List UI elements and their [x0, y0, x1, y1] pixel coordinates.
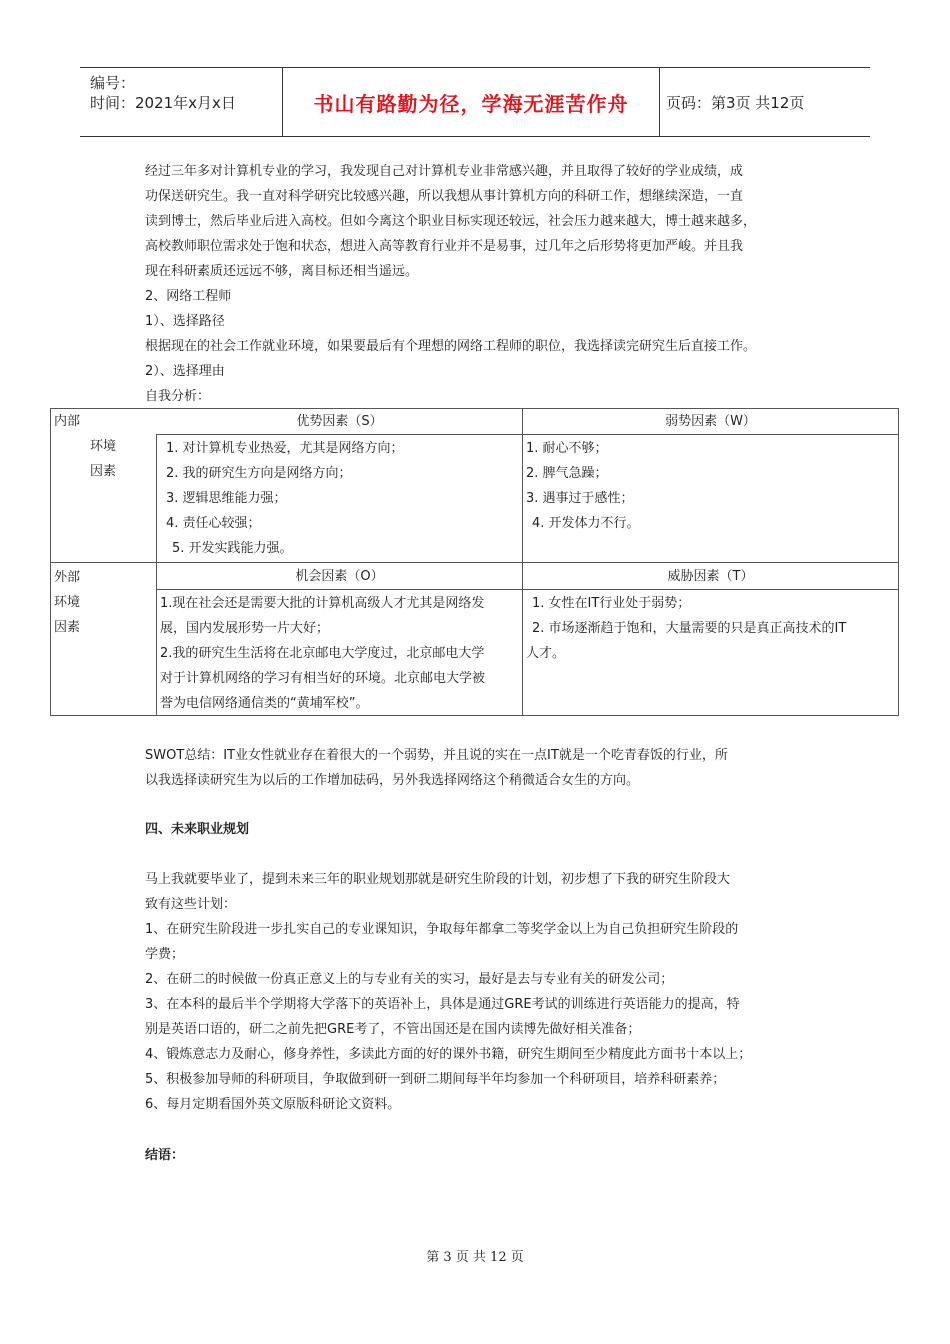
- external-label: 环境: [54, 595, 81, 610]
- text-line: 现在科研素质还远远不够，离目标还相当遥远。: [145, 264, 419, 279]
- opportunity-line: 誉为电信网络通信类的“黄埔军校”。: [160, 696, 369, 711]
- strengths-header: 优势因素（S）: [296, 414, 383, 429]
- text-line: 1）、选择路径: [145, 314, 225, 329]
- table-divider: [156, 589, 899, 590]
- strength-item: 2. 我的研究生方向是网络方向；: [166, 466, 352, 481]
- table-divider: [50, 562, 899, 563]
- strength-item: 3. 逻辑思维能力强；: [166, 491, 287, 506]
- strength-item: 4. 责任心较强；: [166, 516, 261, 531]
- text-line: 马上我就要毕业了，提到未来三年的职业规划那就是研究生阶段的计划，初步想了下我的研究生阶段大: [145, 872, 731, 887]
- internal-label: 环境: [90, 439, 117, 454]
- external-label: 外部: [54, 570, 81, 585]
- header-left-cell: [80, 68, 283, 136]
- table-divider: [156, 434, 899, 435]
- page-footer: 第 3 页 共 12 页: [426, 1250, 524, 1265]
- code-label: 编号：: [90, 74, 136, 92]
- swot-summary: [145, 743, 825, 793]
- table-divider: [156, 434, 157, 562]
- internal-label: 因素: [90, 464, 117, 479]
- text-line: 2、在研二的时候做一份真正意义上的与专业有关的实习，最好是去与专业有关的研发公司；: [145, 972, 674, 987]
- text-line: 4、锻炼意志力及耐心，修身养性，多读此方面的好的课外书籍，研究生期间至少精度此方面书十本以上；: [145, 1047, 752, 1062]
- threat-line: 1. 女性在IT行业处于弱势；: [532, 596, 691, 611]
- weakness-item: 4. 开发体力不行。: [532, 516, 640, 531]
- text-line: 高校教师职位需求处于饱和状态，想进入高等教育行业并不是易事，过几年之后形势将更加严峻。并且我: [145, 239, 744, 254]
- weakness-item: 3. 遇事过于感性；: [526, 491, 634, 506]
- text-line: 别是英语口语的，研二之前先把GRE考了，不管出国还是在国内读博先做好相关准备；: [145, 1022, 641, 1037]
- text-line: 以我选择读研究生为以后的工作增加砝码，另外我选择网络这个稍微适合女生的方向。: [145, 773, 640, 788]
- internal-label: 内部: [54, 414, 81, 429]
- table-divider: [522, 408, 523, 716]
- text-line: 学费；: [145, 947, 185, 962]
- text-line: 功保送研究生。我一直对科学研究比较感兴趣，所以我想从事计算机方向的科研工作，想继续深造，一直: [145, 189, 744, 204]
- text-line: 2）、选择理由: [145, 364, 225, 379]
- text-line: 6、每月定期看国外英文原版科研论文资料。: [145, 1097, 401, 1112]
- text-line: 根据现在的社会工作就业环境，如果要最后有个理想的网络工程师的职位，我选择读完研究生后直接工作。: [145, 339, 757, 354]
- threat-line: 2. 市场逐渐趋于饱和，大量需要的只是真正高技术的IT: [532, 621, 847, 636]
- header-motto-cell: [283, 68, 660, 136]
- weakness-item: 1. 耐心不够；: [526, 441, 608, 456]
- text-line: 1、在研究生阶段进一步扎实自己的专业课知识，争取每年都拿二等奖学金以上为自己负担研究生阶段的: [145, 922, 739, 937]
- opportunities-header: 机会因素（O）: [295, 569, 384, 584]
- strength-item: 5. 开发实践能力强。: [172, 541, 293, 556]
- intro-paragraph: [145, 159, 825, 409]
- page-info: 页码：第3页 共12页: [666, 93, 805, 112]
- opportunity-line: 1.现在社会还是需要大批的计算机高级人才尤其是网络发: [160, 596, 485, 611]
- motto: 书山有路勤为径，学海无涯苦作舟: [313, 91, 629, 116]
- text-line: SWOT总结：IT业女性就业存在着很大的一个弱势，并且说的实在一点IT就是一个吃青春饭的行业，所: [145, 748, 728, 763]
- opportunity-line: 展，国内发展形势一片大好；: [160, 621, 330, 636]
- text-line: 经过三年多对计算机专业的学习，我发现自己对计算机专业非常感兴趣，并且取得了较好的学业成绩，成: [145, 164, 744, 179]
- weakness-item: 2. 脾气急躁；: [526, 466, 608, 481]
- opportunity-line: 2.我的研究生生活将在北京邮电大学度过，北京邮电大学: [160, 646, 485, 661]
- text-line: 致有这些计划：: [145, 897, 237, 912]
- section-title: 四、未来职业规划: [145, 822, 250, 837]
- text-line: 2、网络工程师: [145, 289, 232, 304]
- time-label: 时间：2021年x月x日: [90, 94, 236, 112]
- opportunity-line: 对于计算机网络的学习有相当好的环境。北京邮电大学被: [160, 671, 486, 686]
- threats-header: 威胁因素（T）: [667, 569, 754, 584]
- strength-item: 1. 对计算机专业热爱，尤其是网络方向；: [166, 441, 404, 456]
- conclusion-title: 结语：: [145, 1148, 185, 1163]
- text-line: 3、在本科的最后半个学期将大学落下的英语补上，具体是通过GRE考试的训练进行英语能力的提高，特: [145, 997, 740, 1012]
- text-line: 5、积极参加导师的科研项目，争取做到研一到研二期间每半年均参加一个科研项目，培养科研素养；: [145, 1072, 726, 1087]
- page-header: [80, 67, 870, 137]
- plan-paragraph: [145, 867, 825, 1117]
- swot-table: [50, 408, 899, 716]
- text-line: 读到博士，然后毕业后进入高校。但如今离这个职业目标实现还较远，社会压力越来越大，博士越来越多，: [145, 214, 757, 229]
- threat-line: 人才。: [526, 646, 566, 661]
- external-label: 因素: [54, 620, 81, 635]
- text-line: 自我分析：: [145, 389, 211, 404]
- weaknesses-header: 弱势因素（W）: [665, 414, 756, 429]
